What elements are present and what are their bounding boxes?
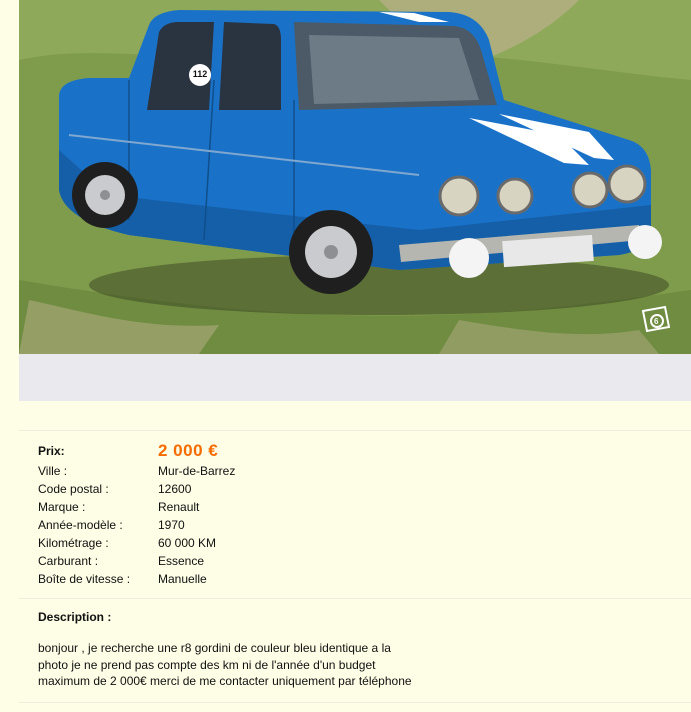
camera-icon[interactable] — [639, 305, 673, 335]
field-label: Carburant : — [38, 554, 99, 568]
field-label: Kilométrage : — [38, 536, 109, 550]
field-value: Renault — [158, 500, 200, 514]
field-label: Marque : — [38, 500, 86, 514]
description-line: photo je ne prend pas compte des km ni de l'année d'un budget — [38, 657, 376, 672]
description-title: Description : — [38, 610, 112, 624]
field-row-model-year — [38, 516, 678, 534]
field-label: Boîte de vitesse : — [38, 572, 131, 586]
field-value: Essence — [158, 554, 205, 568]
listing-details — [38, 440, 678, 588]
field-row-fuel — [38, 552, 678, 570]
field-value: 60 000 KM — [158, 536, 217, 550]
price-row — [38, 440, 678, 462]
price-label: Prix: — [38, 444, 65, 458]
car-photo-illustration — [19, 0, 691, 354]
description-text — [38, 640, 508, 690]
field-label: Code postal : — [38, 482, 109, 496]
field-value: Mur-de-Barrez — [158, 464, 236, 478]
divider — [19, 702, 691, 703]
field-value: 1970 — [158, 518, 185, 532]
field-row-city — [38, 462, 678, 480]
field-label: Ville : — [38, 464, 68, 478]
field-row-brand — [38, 498, 678, 516]
race-number-badge: 112 — [192, 69, 208, 79]
divider — [19, 430, 691, 431]
field-row-gearbox — [38, 570, 678, 588]
field-row-mileage — [38, 534, 678, 552]
field-row-postal-code — [38, 480, 678, 498]
field-label: Année-modèle : — [38, 518, 123, 532]
field-value: 12600 — [158, 482, 192, 496]
svg-text:6: 6 — [654, 317, 659, 326]
description-line: bonjour , je recherche une r8 gordini de couleur bleu identique a la — [38, 641, 391, 655]
field-value: Manuelle — [158, 572, 207, 586]
price-value: 2 000 € — [158, 441, 219, 460]
photo-thumbnail-strip — [19, 354, 691, 401]
listing-photo[interactable] — [19, 0, 691, 354]
divider — [19, 598, 691, 599]
description-line: maximum de 2 000€ merci de me contacter uniquement par téléphone — [38, 674, 412, 688]
